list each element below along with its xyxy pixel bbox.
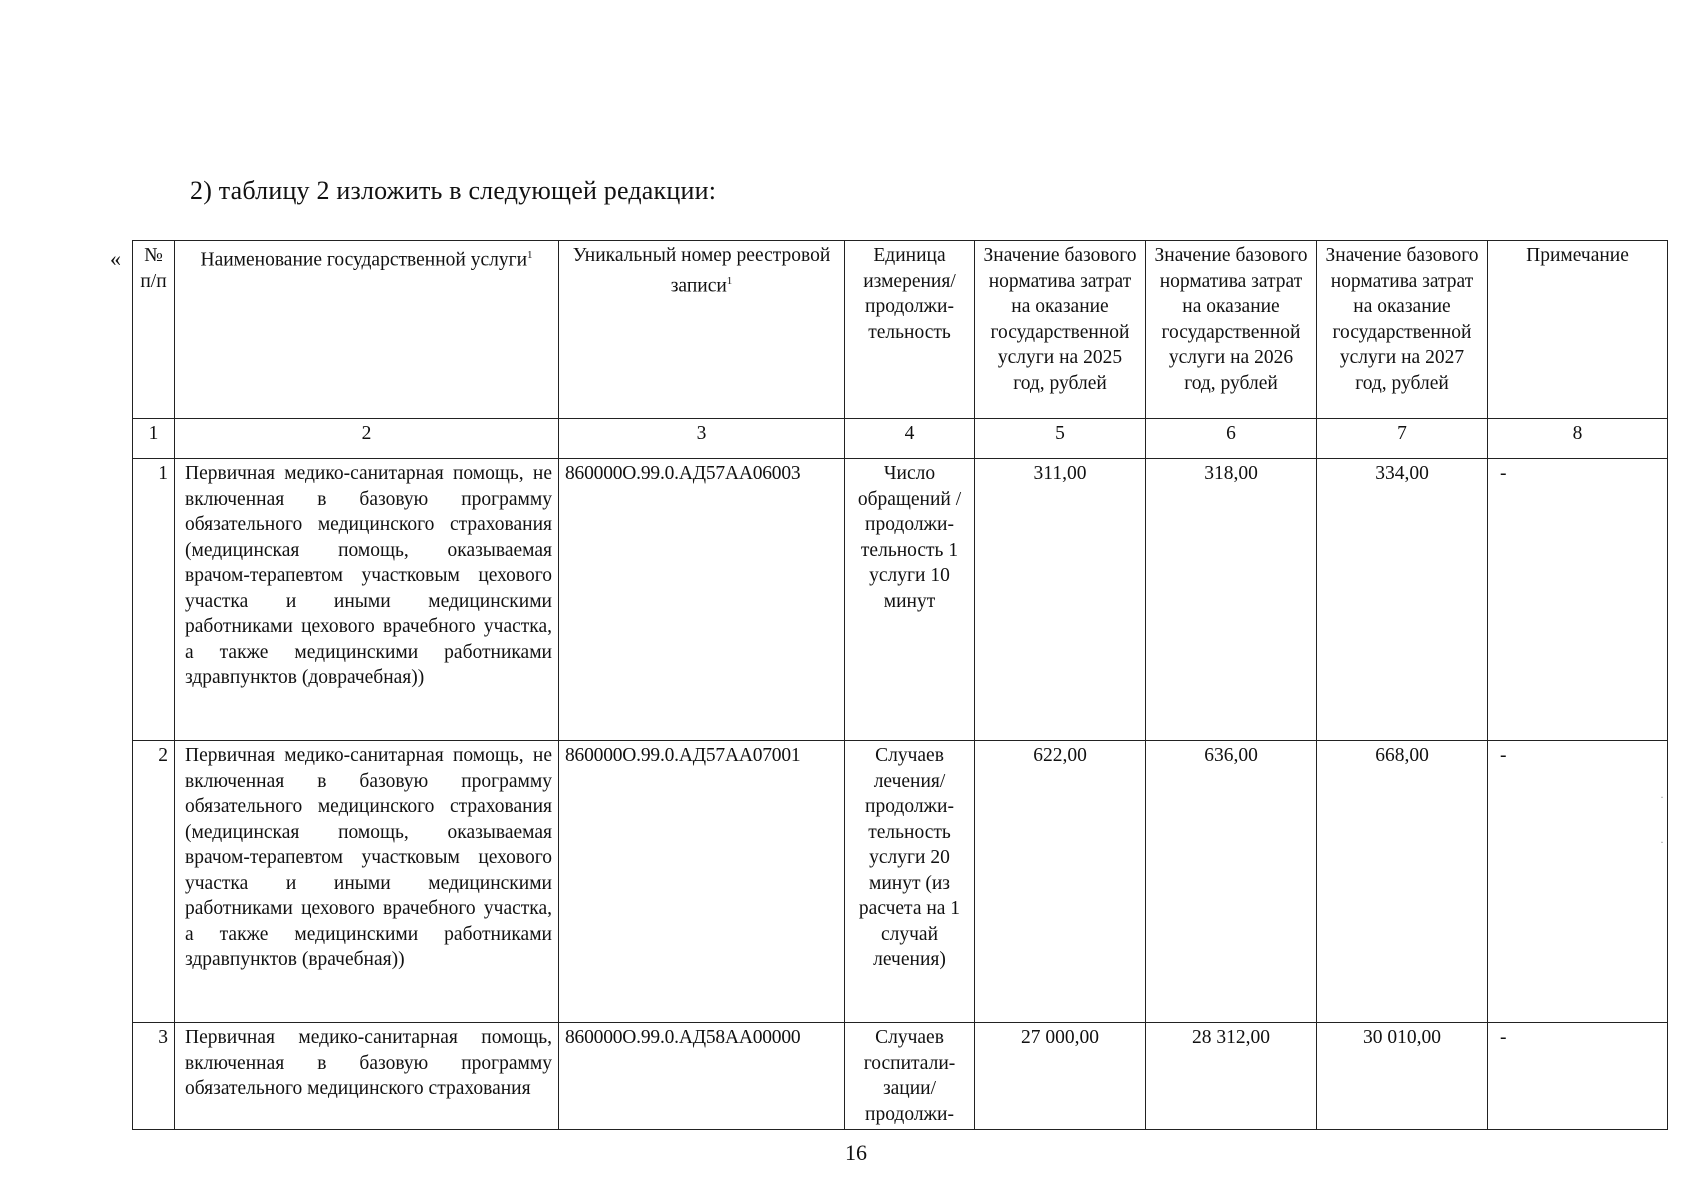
header-cell-service-name: Наименование государственной услуги$^1$ xyxy=(175,241,559,419)
table-row xyxy=(133,1023,1668,1130)
table-row xyxy=(133,741,1668,1023)
header-cell-value-2025: Значение базового норматива затрат на оказание государственной услуги на 2025 год, рублей xyxy=(975,241,1146,419)
note: - xyxy=(1488,459,1668,741)
value-2026: 28 312,00 xyxy=(1146,1023,1317,1130)
cost-norms-table xyxy=(132,240,1668,1130)
header-cell-value-2026: Значение базового норматива затрат на оказание государственной услуги на 2026 год, рублей xyxy=(1146,241,1317,419)
service-name: Первичная медико-санитарная помощь, не включенная в базовую программу обязательного медицинского страхования (медицинская помощь, оказываемая врачом-терапевтом участковым цехового участка и иными медицинскими работниками цехового врачебного участка, а также медицинскими работниками здравпунктов (врачебная)) xyxy=(175,741,559,1023)
column-number: 8 xyxy=(1488,419,1668,459)
header-cell-value-2027: Значение базового норматива затрат на оказание государственной услуги на 2027 год, рублей xyxy=(1317,241,1488,419)
column-number: 1 xyxy=(133,419,175,459)
value-2026: 636,00 xyxy=(1146,741,1317,1023)
column-number: 4 xyxy=(845,419,975,459)
table-header-row xyxy=(133,241,1668,419)
service-name: Первичная медико-санитарная помощь, включенная в базовую программу обязательного медицинского страхования xyxy=(175,1023,559,1130)
column-number: 5 xyxy=(975,419,1146,459)
amendment-heading: 2) таблицу 2 изложить в следующей редакции: xyxy=(190,176,717,205)
header-cell-note: Примечание xyxy=(1488,241,1668,419)
value-2026: 318,00 xyxy=(1146,459,1317,741)
row-number: 1 xyxy=(133,459,175,741)
note: - xyxy=(1488,741,1668,1023)
table-row xyxy=(133,459,1668,741)
value-2027: 334,00 xyxy=(1317,459,1488,741)
column-number: 2 xyxy=(175,419,559,459)
column-number: 3 xyxy=(559,419,845,459)
registry-number: 860000О.99.0.АД57АА06003 xyxy=(559,459,845,741)
value-2027: 668,00 xyxy=(1317,741,1488,1023)
unit-of-measure: Число обращений / продолжи-тельность 1 услуги 10 минут xyxy=(845,459,975,741)
note: - xyxy=(1488,1023,1668,1130)
scan-speck: · xyxy=(1660,790,1664,804)
page-number: 16 xyxy=(845,1140,867,1165)
header-cell-registry-number: Уникальный номер реестровой записи$^1$ xyxy=(559,241,845,419)
value-2025: 622,00 xyxy=(975,741,1146,1023)
unit-of-measure: Случаев госпитали-зации/ продолжи- xyxy=(845,1023,975,1130)
header-cell-number: № п/п xyxy=(133,241,175,419)
registry-number: 860000О.99.0.АД57АА07001 xyxy=(559,741,845,1023)
service-name: Первичная медико-санитарная помощь, не включенная в базовую программу обязательного медицинского страхования (медицинская помощь, оказываемая врачом-терапевтом участковым цехового участка и иными медицинскими работниками цехового врачебного участка, а также медицинскими работниками здравпунктов (доврачебная)) xyxy=(175,459,559,741)
unit-of-measure: Случаев лечения/ продолжи-тельность услуги 20 минут (из расчета на 1 случай лечения) xyxy=(845,741,975,1023)
column-number: 7 xyxy=(1317,419,1488,459)
row-number: 3 xyxy=(133,1023,175,1130)
value-2025: 311,00 xyxy=(975,459,1146,741)
registry-number: 860000О.99.0.АД58АА00000 xyxy=(559,1023,845,1130)
value-2027: 30 010,00 xyxy=(1317,1023,1488,1130)
column-number-row xyxy=(133,419,1668,459)
opening-quote-mark: « xyxy=(110,246,121,271)
value-2025: 27 000,00 xyxy=(975,1023,1146,1130)
row-number: 2 xyxy=(133,741,175,1023)
scan-speck: · xyxy=(1660,835,1664,849)
column-number: 6 xyxy=(1146,419,1317,459)
header-cell-unit: Единица измерения/ продолжи-тельность xyxy=(845,241,975,419)
